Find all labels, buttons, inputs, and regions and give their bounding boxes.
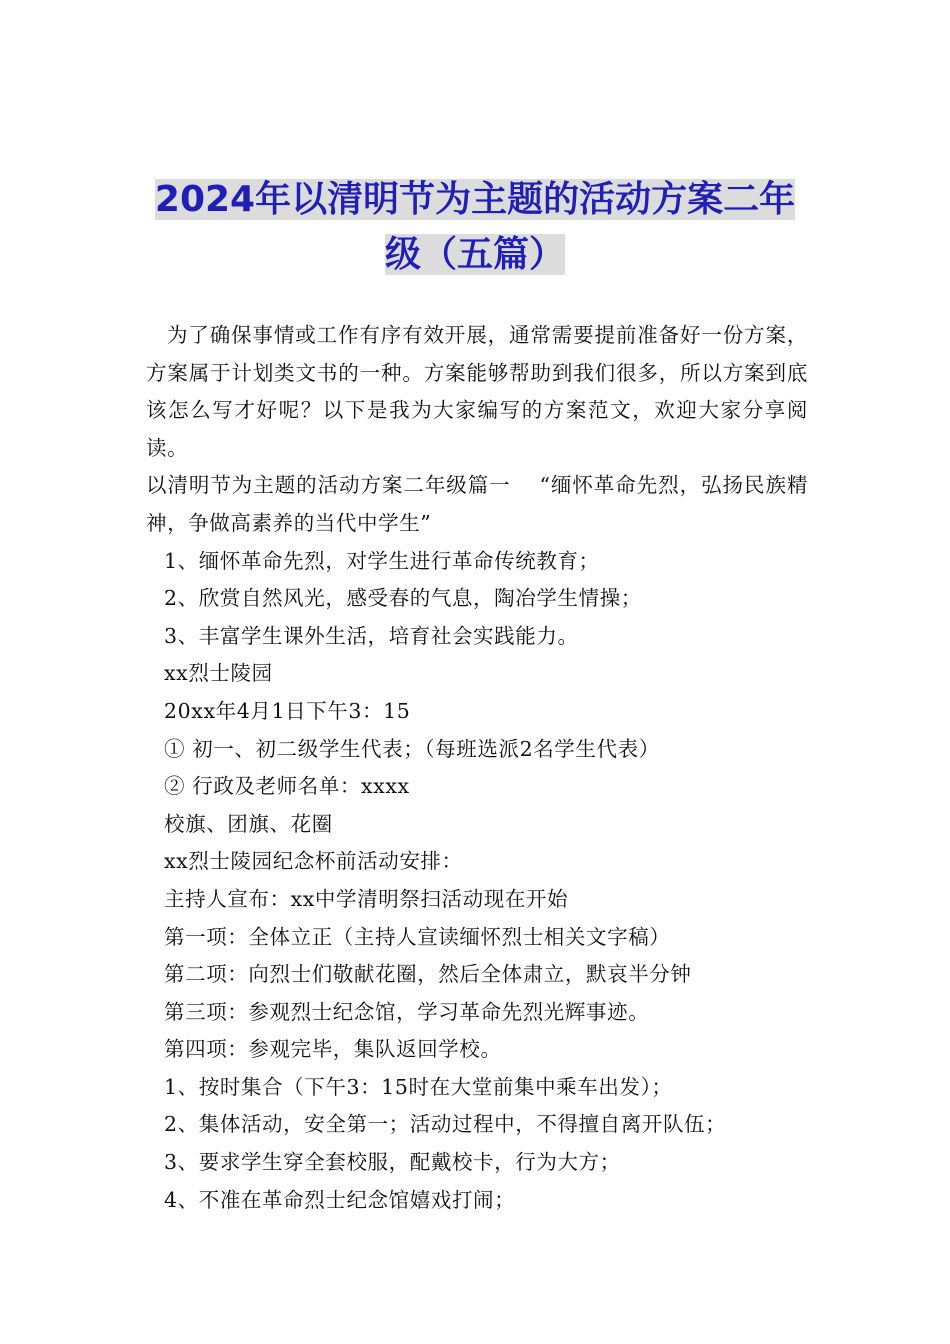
content-line: ② 行政及老师名单：xxxx	[164, 774, 410, 799]
content-line: ① 初一、初二级学生代表；（每班选派2名学生代表）	[164, 736, 660, 761]
content-line: 主持人宣布：xx中学清明祭扫活动现在开始	[164, 886, 569, 911]
content-line: 1、按时集合（下午3：15时在大堂前集中乘车出发）；	[164, 1074, 673, 1099]
content-line: 3、要求学生穿全套校服，配戴校卡，行为大方；	[164, 1150, 621, 1175]
content-line: 第三项：参观烈士纪念馆，学习革命先烈光辉事迹。	[164, 999, 650, 1024]
title-line-2: 级（五篇）	[384, 234, 565, 275]
content-line: 2、集体活动，安全第一；活动过程中，不得擅自离开队伍；	[164, 1112, 727, 1137]
content-line: xx烈士陵园纪念杯前活动安排：	[164, 849, 463, 874]
content-line: 第二项：向烈士们敬献花圈，然后全体肃立，默哀半分钟	[164, 962, 692, 987]
content-line: xx烈士陵园	[164, 661, 273, 686]
content-lines	[146, 543, 808, 1220]
content-line: 第一项：全体立正（主持人宣读缅怀烈士相关文字稿）	[164, 924, 671, 949]
document-body	[146, 317, 808, 1219]
content-line: 4、不准在革命烈士纪念馆嬉戏打闹；	[164, 1187, 516, 1212]
content-line: 3、丰富学生课外生活，培育社会实践能力。	[164, 623, 579, 648]
content-line: 2、欣赏自然风光，感受春的气息，陶冶学生情操；	[164, 586, 642, 611]
content-line: 1、缅怀革命先烈，对学生进行革命传统教育；	[164, 548, 600, 573]
content-line: 20xx年4月1日下午3：15	[164, 698, 411, 723]
intro-paragraph: 为了确保事情或工作有序有效开展，通常需要提前准备好一份方案，方案属于计划类文书的一种。方案能够帮助到我们很多，所以方案到底该怎么写才好呢？以下是我为大家编写的方案范文，欢迎大家分享阅读。	[146, 323, 808, 460]
title-line-1: 2024年以清明节为主题的活动方案二年	[154, 179, 796, 220]
document-title	[130, 172, 820, 282]
content-line: 校旗、团旗、花圈	[164, 811, 333, 836]
content-line: 第四项：参观完毕，集队返回学校。	[164, 1037, 502, 1062]
section-heading: 以清明节为主题的活动方案二年级篇一 “缅怀革命先烈，弘扬民族精神，争做高素养的当代中学生”	[146, 473, 808, 535]
